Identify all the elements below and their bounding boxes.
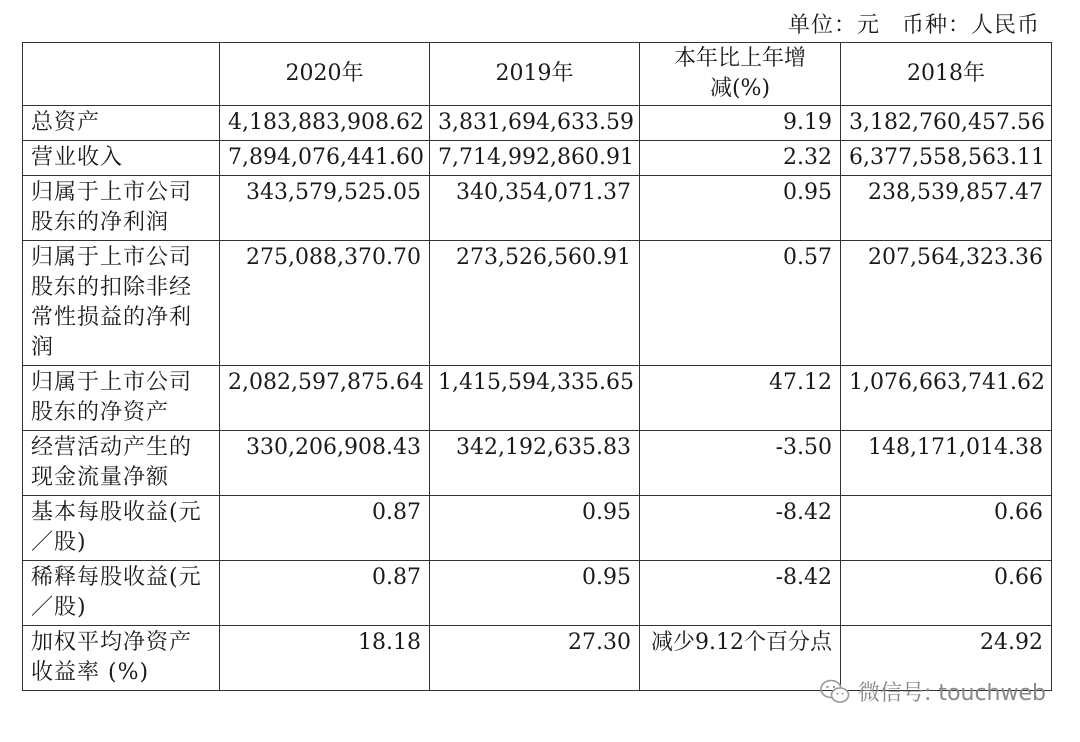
cell-change: 47.12 bbox=[640, 366, 841, 431]
cell-2019: 27.30 bbox=[430, 626, 640, 691]
cell-change: 0.57 bbox=[640, 241, 841, 366]
cell-2020: 343,579,525.05 bbox=[220, 176, 430, 241]
cell-2018: 3,182,760,457.56 bbox=[841, 106, 1052, 141]
unit-line bbox=[788, 8, 1040, 39]
table-row bbox=[23, 106, 1052, 141]
header-cell-2018: 2018年 bbox=[841, 43, 1052, 106]
watermark bbox=[820, 676, 1046, 707]
cell-2020: 330,206,908.43 bbox=[220, 431, 430, 496]
unit-label: 单位：元 bbox=[787, 13, 880, 38]
cell-change: -8.42 bbox=[640, 561, 841, 626]
cell-change: -8.42 bbox=[640, 496, 841, 561]
cell-2018: 0.66 bbox=[841, 561, 1052, 626]
cell-2019: 0.95 bbox=[430, 496, 640, 561]
header-cell-empty bbox=[23, 43, 220, 106]
row-label: 归属于上市公司股东的扣除非经常性损益的净利润 bbox=[23, 241, 220, 366]
header-cell-2020: 2020年 bbox=[220, 43, 430, 106]
cell-change: -3.50 bbox=[640, 431, 841, 496]
row-label: 营业收入 bbox=[23, 141, 220, 176]
header-cell-change: 本年比上年增减(%) bbox=[640, 43, 841, 106]
table-header-row bbox=[23, 43, 1052, 106]
header-cell-2019: 2019年 bbox=[430, 43, 640, 106]
cell-2018: 0.66 bbox=[841, 496, 1052, 561]
row-label: 稀释每股收益(元／股) bbox=[23, 561, 220, 626]
cell-2019: 273,526,560.91 bbox=[430, 241, 640, 366]
cell-2018: 1,076,663,741.62 bbox=[841, 366, 1052, 431]
cell-change: 0.95 bbox=[640, 176, 841, 241]
cell-2020: 0.87 bbox=[220, 561, 430, 626]
cell-2019: 1,415,594,335.65 bbox=[430, 366, 640, 431]
table-row bbox=[23, 141, 1052, 176]
cell-2020: 275,088,370.70 bbox=[220, 241, 430, 366]
cell-2020: 0.87 bbox=[220, 496, 430, 561]
cell-change: 9.19 bbox=[640, 106, 841, 141]
cell-2020: 2,082,597,875.64 bbox=[220, 366, 430, 431]
table-row bbox=[23, 561, 1052, 626]
financial-table bbox=[22, 42, 1052, 691]
cell-2018: 238,539,857.47 bbox=[841, 176, 1052, 241]
cell-2019: 0.95 bbox=[430, 561, 640, 626]
cell-2019: 3,831,694,633.59 bbox=[430, 106, 640, 141]
cell-change: 2.32 bbox=[640, 141, 841, 176]
table-row bbox=[23, 496, 1052, 561]
cell-2020: 7,894,076,441.60 bbox=[220, 141, 430, 176]
table-row bbox=[23, 366, 1052, 431]
currency-label: 币种：人民币 bbox=[901, 13, 1040, 38]
row-label: 归属于上市公司股东的净资产 bbox=[23, 366, 220, 431]
cell-change: 减少9.12个百分点 bbox=[640, 626, 841, 691]
row-label: 总资产 bbox=[23, 106, 220, 141]
cell-2020: 4,183,883,908.62 bbox=[220, 106, 430, 141]
row-label: 加权平均净资产收益率 (%) bbox=[23, 626, 220, 691]
table-row bbox=[23, 241, 1052, 366]
cell-2018: 148,171,014.38 bbox=[841, 431, 1052, 496]
cell-2019: 7,714,992,860.91 bbox=[430, 141, 640, 176]
table-row bbox=[23, 431, 1052, 496]
cell-2018: 6,377,558,563.11 bbox=[841, 141, 1052, 176]
table-row bbox=[23, 176, 1052, 241]
row-label: 基本每股收益(元／股) bbox=[23, 496, 220, 561]
watermark-text: 微信号: touchweb bbox=[858, 681, 1046, 706]
wechat-icon bbox=[820, 679, 850, 705]
cell-2020: 18.18 bbox=[220, 626, 430, 691]
row-label: 归属于上市公司股东的净利润 bbox=[23, 176, 220, 241]
cell-2019: 340,354,071.37 bbox=[430, 176, 640, 241]
cell-2018: 207,564,323.36 bbox=[841, 241, 1052, 366]
cell-2018: 24.92 bbox=[841, 626, 1052, 691]
cell-2019: 342,192,635.83 bbox=[430, 431, 640, 496]
row-label: 经营活动产生的现金流量净额 bbox=[23, 431, 220, 496]
